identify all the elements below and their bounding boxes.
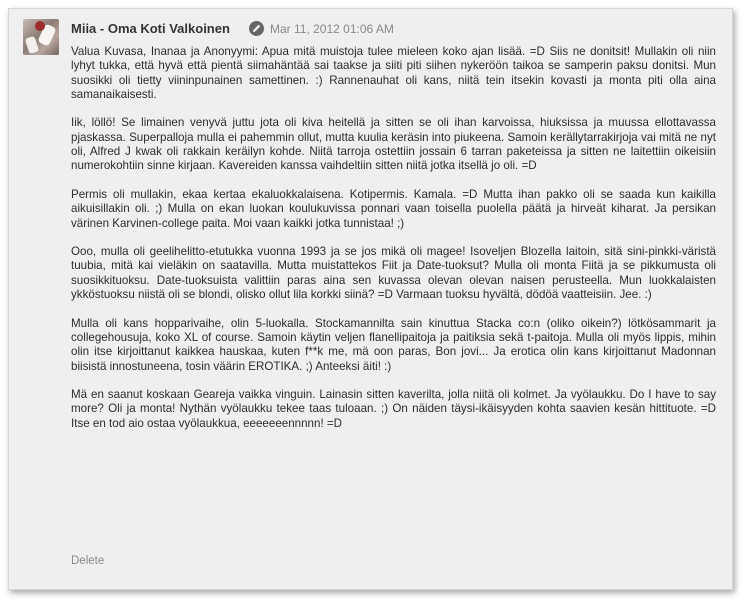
paragraph: Permis oli mullakin, ekaa kertaa ekaluokkalaisena. Kotipermis. Kamala. =D Mutta ihan pakko oli se saada kun kaikilla aikuisillakin oli. ;) Mulla on ekan luokan koulukuvissa ponnari vaan toisella puolella päätä ja hirveät kiharat. Ja persikan värinen Karvinen-college paita. Moi vaan kaikki jotka tunnistaa! ;) [71, 187, 716, 230]
delete-link[interactable]: Delete [71, 555, 105, 567]
paragraph: Mä en saanut koskaan Geareja vaikka vinguin. Lainasin sitten kaverilta, jolla niitä oli kolmet. Ja vyölaukku. Do I have to say more? Oli ja monta! Nythän vyölaukku tekee taas tuloaan. ;) On näiden täysi-ikäisyyden kohta saavien kesän hittituote. =D Itse en tod aio ostaa vyölaukkua, eeeeeeennnnn! =D [71, 388, 716, 430]
avatar[interactable] [23, 19, 59, 55]
paragraph: Iik, löllö! Se limainen venyvä juttu jota oli kiva heitellä ja sitten se oli ihan karvoissa, hiuksissa ja muussa ellottavassa pjaskassa. Superpalloja mulla ei pahemmin ollut, mutta kuulia keräsin into piukeena. Samoin kerällytarrakirjoja vai mitä ne nyt oli, Alfred J kwak oli rakkain keräilyn kohde. Niitä tarroja ostettiin jossain 6 tarran paketeissa ja sitten ne laitettiin oikeisiin numerokohtiin sinne kirjaan. Kavereiden kanssa vaihdeltiin sitten niitä jotka itsellä jo oli. =D [71, 116, 716, 173]
comment-date: Mar 11, 2012 01:06 AM [270, 22, 394, 36]
pencil-icon [249, 21, 264, 36]
avatar-shape-3 [35, 21, 45, 31]
comment-card [8, 8, 733, 590]
paragraph: Mulla oli kans hopparivaihe, olin 5-luokalla. Stockamannilta sain kinuttua Stacka co:n (oliko oikein?) lötkösammarit ja collegehousuja, koko XL of course. Samoin käytin veljen flanellipaitoja ja paitiksia sekä t-paitoja. Mulla oli myös lippis, mihin olin itse kirjoittanut kaikkea hauskaa, kuten f**k me, mä oon paras, Bon jovi... Ja erotica olin kans kirjoittanut Madonnan biisistä innostuneena, tosin väärin EROTIKA. ;) Anteeksi äiti! :) [71, 316, 716, 373]
author-name[interactable]: Miia - Oma Koti Valkoinen [71, 21, 230, 36]
avatar-shape-1 [25, 36, 39, 54]
comment-body [71, 45, 716, 445]
paragraph: Valua Kuvasa, Inanaa ja Anonyymi: Apua mitä muistoja tulee mieleen koko ajan lisää. =D Siis ne donitsit! Mullakin oli niin lyhyt tukka, että hyvä että pientä siimahäntää sai taakse ja siiti piti siihen nykeröön taikoa se samperin paksu donitsi. Mun suosikki oli tietty viininpunainen samettinen. :) Rannenauhat oli kans, niitä tein itsekin kovasti ja monta piti olla aina samanaikaisesti. [71, 45, 716, 101]
paragraph: Ooo, mulla oli geelihelitto-etutukka vuonna 1993 ja se jos mikä oli magee! Isoveljen Blozella laitoin, sitä sini-pinkki-väristä tuubia, mitä kai vieläkin on saatavilla. Mutta muistattekos Fiit ja Date-tuoksut? Mulla oli monta Fiitä ja se pikkumusta oli suosikkituoksu. Date-tuoksuista valittiin paras aina sen kuvassa olevan olevan naisen perusteella. Mun luokkalaisten ykköstuoksu niistä oli se blondi, olisko ollut lila korkki siinä? =D Varmaan tuoksu hyvältä, dödöä vaatteisiin. Jee. :) [71, 245, 716, 302]
